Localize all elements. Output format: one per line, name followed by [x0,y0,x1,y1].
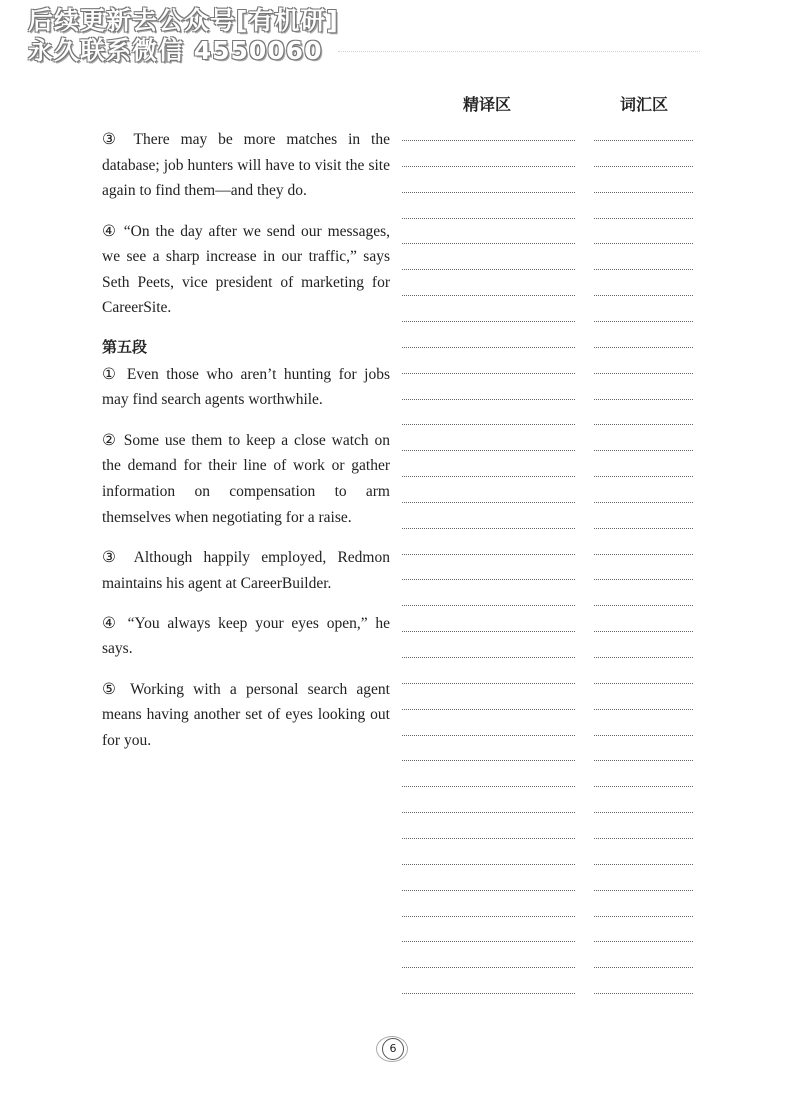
vocabulary-line [594,295,693,296]
translation-line [402,450,575,451]
vocabulary-line [594,373,693,374]
vocabulary-line [594,347,693,348]
translation-line [402,605,575,606]
translation-line [402,554,575,555]
vocabulary-line [594,166,693,167]
vocabulary-area-heading: 词汇区 [619,95,668,114]
section-sentence-2: ② Some use them to keep a close watch on the demand for their line of work or gather information on compensation to arm themselves when negotiating for a raise. [102,431,390,526]
translation-line [402,140,575,141]
translation-line [402,166,575,167]
vocabulary-line [594,864,693,865]
translation-line [402,657,575,658]
section-sentence-1: ① Even those who aren’t hunting for jobs may find search agents worthwhile. [102,365,390,409]
vocabulary-line [594,450,693,451]
vocabulary-line [594,502,693,503]
paragraph-sentence-4: ④ “On the day after we send our messages, we see a sharp increase in our traffic,” says Seth Peets, vice president of marketing for CareerSite. [102,222,390,317]
translation-line [402,373,575,374]
translation-line [402,916,575,917]
vocabulary-line [594,941,693,942]
translation-line [402,967,575,968]
vocabulary-line [594,554,693,555]
translation-line [402,838,575,839]
section-title: 第五段 [102,337,148,356]
translation-line [402,218,575,219]
vocabulary-line [594,812,693,813]
watermark [28,6,339,66]
vocabulary-line [594,605,693,606]
section-sentence-3: ③ Although happily employed, Redmon maintains his agent at CareerBuilder. [102,548,390,592]
vocabulary-line [594,786,693,787]
translation-line [402,579,575,580]
section-sentence-4: ④ “You always keep your eyes open,” he says. [102,614,390,658]
translation-line [402,735,575,736]
vocabulary-line [594,528,693,529]
translation-line [402,243,575,244]
section-sentence-5: ⑤ Working with a personal search agent means having another set of eyes looking out for you. [102,680,390,750]
vocabulary-line [594,838,693,839]
vocabulary-line [594,967,693,968]
translation-line [402,269,575,270]
vocabulary-line [594,709,693,710]
translation-line [402,683,575,684]
watermark-line-2: 永久联系微信 4550060 [28,36,323,65]
vocabulary-line [594,579,693,580]
translation-line [402,786,575,787]
vocabulary-line [594,140,693,141]
translation-area-heading: 精译区 [462,95,511,114]
vocabulary-line [594,916,693,917]
translation-line [402,399,575,400]
vocabulary-line [594,993,693,994]
translation-line [402,502,575,503]
vocabulary-line [594,269,693,270]
translation-line [402,890,575,891]
vocabulary-line [594,476,693,477]
paragraph-sentence-3: ③ There may be more matches in the database; job hunters will have to visit the site again to find them—and they do. [102,131,390,200]
vocabulary-line [594,657,693,658]
translation-line [402,424,575,425]
vocabulary-line [594,760,693,761]
translation-line [402,631,575,632]
page-number: 6 [382,1038,404,1060]
translation-line [402,941,575,942]
translation-line [402,993,575,994]
translation-line [402,812,575,813]
vocabulary-line [594,735,693,736]
passage-text [102,127,390,768]
vocabulary-line [594,192,693,193]
vocabulary-line [594,683,693,684]
translation-line [402,476,575,477]
translation-line [402,347,575,348]
vocabulary-line [594,631,693,632]
vocabulary-line [594,321,693,322]
header-divider [338,51,700,52]
vocabulary-line [594,243,693,244]
translation-line [402,864,575,865]
page-number-badge [376,1036,408,1062]
translation-line [402,192,575,193]
translation-line [402,295,575,296]
vocabulary-line [594,424,693,425]
translation-line [402,709,575,710]
vocabulary-line [594,399,693,400]
translation-line [402,528,575,529]
translation-line [402,760,575,761]
vocabulary-line [594,218,693,219]
translation-line [402,321,575,322]
vocabulary-line [594,890,693,891]
watermark-line-1: 后续更新去公众号[有机研] [28,6,339,35]
